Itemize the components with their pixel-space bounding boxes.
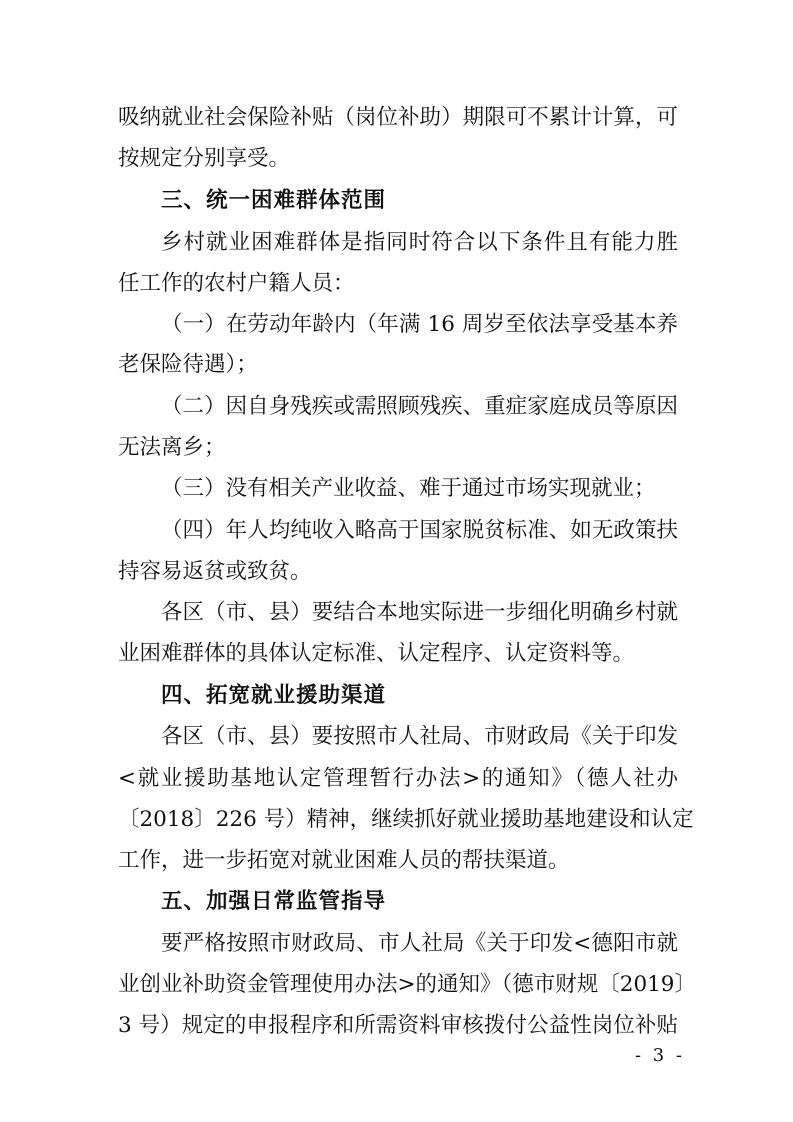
paragraph-line: 要严格按照市财政局、市人社局《关于印发<德阳市就 — [161, 931, 678, 956]
paragraph-line: 3 号）规定的申报程序和所需资料审核拨付公益性岗位补贴 — [118, 1013, 678, 1038]
paragraph-line: 老保险待遇）； — [118, 352, 258, 377]
section-heading-4: 四、拓宽就业援助渠道 — [161, 683, 387, 708]
paragraph-line: 乡村就业困难群体是指同时符合以下条件且有能力胜 — [161, 230, 678, 255]
list-item-2: （二）因自身残疾或需照顾残疾、重症家庭成员等原因 — [161, 394, 678, 419]
list-item-3: （三）没有相关产业收益、难于通过市场实现就业； — [161, 476, 656, 501]
paragraph-line: 按规定分别享受。 — [118, 146, 291, 171]
paragraph-line: 工作，进一步拓宽对就业困难人员的帮扶渠道。 — [118, 848, 570, 873]
paragraph-line: 各区（市、县）要按照市人社局、市财政局《关于印发 — [161, 724, 678, 749]
paragraph-line: 吸纳就业社会保险补贴（岗位补助）期限可不累计计算，可 — [118, 105, 678, 130]
paragraph-line: 各区（市、县）要结合本地实际进一步细化明确乡村就 — [161, 600, 678, 625]
list-item-1: （一）在劳动年龄内（年满 16 周岁至依法享受基本养 — [161, 312, 678, 337]
paragraph-line: 业创业补助资金管理使用办法>的通知》（德市财规〔2019〕 — [118, 972, 696, 997]
paragraph-line: <就业援助基地认定管理暂行办法>的通知》（德人社办 — [118, 766, 678, 791]
paragraph-line: 任工作的农村户籍人员： — [118, 271, 355, 296]
paragraph-line: 〔2018〕226 号）精神，继续抓好就业援助基地建设和认定 — [118, 807, 694, 832]
section-heading-3: 三、统一困难群体范围 — [161, 188, 387, 213]
paragraph-line: 持容易返贫或致贫。 — [118, 559, 312, 584]
list-item-4: （四）年人均纯收入略高于国家脱贫标准、如无政策扶 — [161, 518, 678, 543]
section-heading-5: 五、加强日常监管指导 — [161, 889, 387, 914]
page-number: - 3 - — [634, 1045, 685, 1066]
paragraph-line: 无法离乡； — [118, 435, 226, 460]
paragraph-line: 业困难群体的具体认定标准、认定程序、认定资料等。 — [118, 641, 635, 666]
